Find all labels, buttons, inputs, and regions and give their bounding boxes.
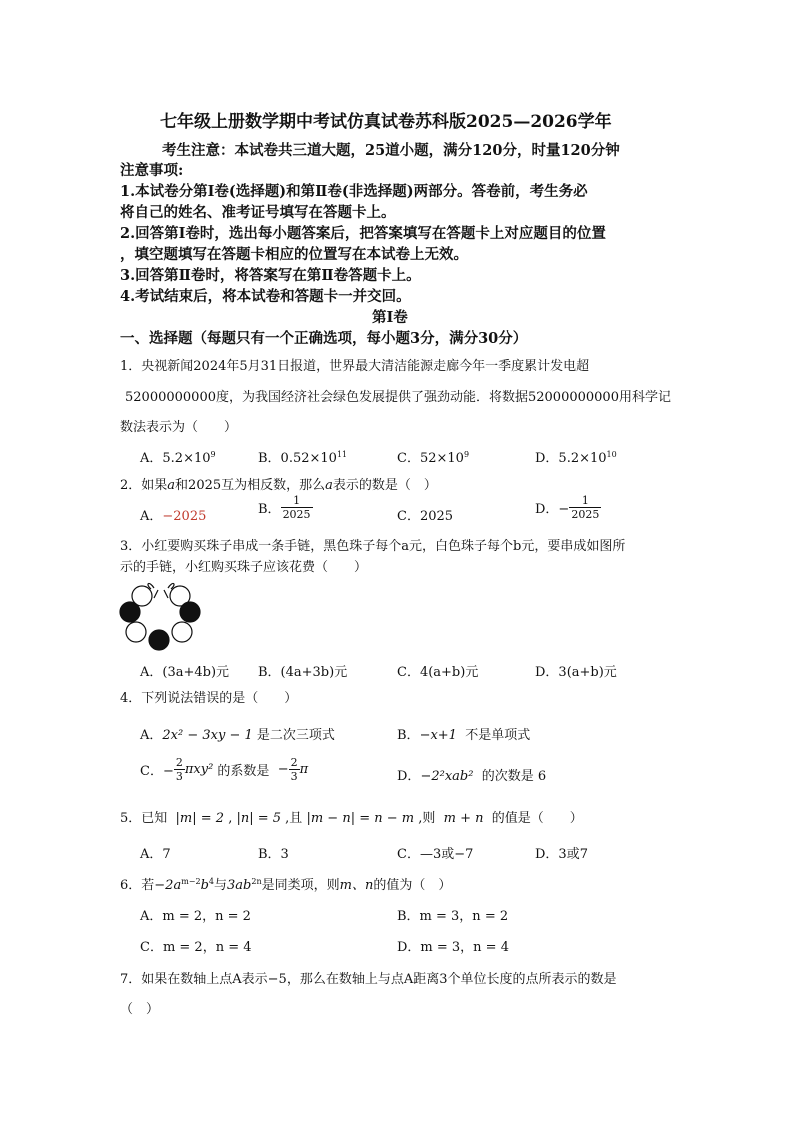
q4-d-expr: −2²xab² (420, 769, 474, 784)
q5-option-b[interactable]: B．3 (258, 847, 289, 862)
q2-option-a[interactable] (140, 505, 206, 524)
q5-end: 的值是（ ） (491, 811, 583, 826)
black-bead (149, 630, 169, 650)
part1-heading: 一、选择题（每题只有一个正确选项，每小题3分，满分30分） (120, 330, 528, 347)
q2-b-label: B． (258, 502, 281, 517)
q4-c-fraction (174, 756, 185, 783)
q4-b-label: B． (397, 728, 420, 743)
q6-term2: 3ab (227, 878, 252, 893)
instruction-4: 4.考试结束后，将本试卷和答题卡一并交回。 (120, 288, 411, 305)
q2-a-label: A． (140, 509, 163, 524)
q2-option-b[interactable] (258, 494, 313, 521)
q1-a-exp: 9 (210, 450, 216, 459)
q6-option-d[interactable]: D．m = 3，n = 4 (397, 940, 509, 955)
q5-option-d[interactable]: D．3或7 (535, 847, 588, 862)
q1-c-exp: 9 (463, 450, 470, 459)
q4-a-expr: 2x² − 3xy − 1 (162, 728, 253, 743)
bracelet-bow-ends (154, 590, 168, 598)
q6-option-c[interactable]: C．m = 2，n = 4 (140, 940, 252, 955)
q6-term2-exp: 2n (251, 877, 262, 886)
q4-c-answer-sign: − (277, 762, 289, 777)
q4-c-ans-den: 3 (290, 770, 298, 783)
q4-c-ans-num: 2 (290, 756, 298, 769)
instruction-1b: 将自己的姓名、准考证号填写在答题卡上。 (120, 204, 396, 221)
q5-stem-a: 5．已知 (120, 811, 168, 826)
q3-line1: 3．小红要购买珠子串成一条手链，黑色珠子每个a元，白色珠子每个b元，要串成如图所 (120, 539, 626, 554)
instructions-heading: 注意事项: (120, 162, 184, 179)
q2-d-den: 2025 (571, 508, 600, 521)
q4-stem: 4．下列说法错误的是（ ） (120, 691, 298, 706)
q6-vars: m、n (339, 878, 374, 893)
q6-term1-exp: m−2 (181, 877, 201, 886)
q4-b-expr: −x+1 (419, 728, 457, 743)
white-bead (126, 622, 146, 642)
instruction-1a: 1.本试卷分第Ⅰ卷(选择题)和第Ⅱ卷(非选择题)两部分。答卷前，考生务必 (120, 183, 588, 200)
q3-option-d[interactable]: D．3(a+b)元 (535, 665, 617, 680)
q2-b-den: 2025 (282, 508, 311, 521)
q3-option-b[interactable]: B．(4a+3b)元 (258, 665, 348, 680)
exam-notice: 考生注意：本试卷共三道大题，25道小题，满分120分，时量120分钟 (162, 142, 620, 159)
exam-title: 七年级上册数学期中考试仿真试卷苏科版2025—2026学年 (160, 112, 612, 132)
q4-c-label: C．− (140, 764, 174, 779)
q2-b-fraction (281, 494, 313, 521)
q4-a-text: 是二次三项式 (256, 728, 335, 743)
q5-option-a[interactable]: A．7 (140, 847, 171, 862)
q2-d-label: D．− (535, 502, 570, 517)
q4-b-text: 不是单项式 (465, 728, 531, 743)
q4-c-num: 2 (175, 756, 183, 769)
q5-then: 则 (422, 811, 436, 826)
q6-mid: 与 (214, 878, 228, 893)
q6-stem (120, 874, 451, 893)
q6-term1-b: b (200, 878, 209, 893)
q2-var-a: a (167, 478, 176, 493)
q2-stem (120, 474, 437, 493)
q4-d-text: 的次数是 6 (481, 769, 547, 784)
q7-line2: （ ） (120, 1002, 160, 1017)
q1-option-b[interactable] (258, 447, 347, 466)
q1-d-exp: 10 (606, 450, 617, 459)
q3-option-c[interactable]: C．4(a+b)元 (397, 665, 479, 680)
q2-b-num: 1 (281, 494, 313, 508)
black-bead (180, 602, 200, 622)
q4-c-text: 的系数是 (217, 764, 270, 779)
q1-d-text: D．5.2×10 (535, 451, 607, 466)
q5-option-c[interactable]: C．—3或−7 (397, 847, 474, 862)
q4-a-label: A． (140, 728, 163, 743)
bracelet-bow (148, 583, 174, 589)
q6-stem-c: 的值为（ ） (373, 878, 452, 893)
q1-c-text: C．52×10 (397, 451, 464, 466)
q2-option-d[interactable] (535, 494, 601, 521)
q1-option-c[interactable] (397, 447, 469, 466)
q1-a-text: A．5.2×10 (140, 451, 211, 466)
q6-stem-b: 是同类项，则 (261, 878, 340, 893)
q1-option-d[interactable] (535, 447, 617, 466)
white-bead (172, 622, 192, 642)
q2-d-fraction (569, 494, 601, 521)
black-bead (120, 602, 140, 622)
q4-d-label: D． (397, 769, 421, 784)
instruction-3: 3.回答第Ⅱ卷时，将答案写在第Ⅱ卷答题卡上。 (120, 267, 421, 284)
q3-option-a[interactable]: A．(3a+4b)元 (140, 665, 230, 680)
q5-stem: 5．已知 |m| = 2 , |n| = 5 ,且 |m − n| = n − m ,则 m + n 的值是（ ） (120, 811, 583, 826)
q2-option-c[interactable]: C．2025 (397, 509, 454, 524)
q4-c-den: 3 (175, 770, 183, 783)
q2-stem-b: 和2025互为相反数，那么 (175, 478, 326, 493)
q1-b-text: B．0.52×10 (258, 451, 337, 466)
q2-a-value: −2025 (162, 509, 207, 524)
q6-term1-b-exp: 4 (208, 877, 215, 886)
q4-option-a[interactable] (140, 724, 335, 743)
q4-option-c[interactable] (140, 756, 308, 783)
q6-option-b[interactable]: B．m = 3，n = 2 (397, 909, 509, 924)
volume-heading: 第Ⅰ卷 (372, 309, 408, 326)
q7-line1: 7．如果在数轴上点A表示−5，那么在数轴上与点A距离3个单位长度的点所表示的数是 (120, 972, 617, 987)
instruction-2b: ，填空题填写在答题卡相应的位置写在本试卷上无效。 (120, 246, 468, 263)
q4-option-b[interactable] (397, 724, 530, 743)
q4-option-d[interactable] (397, 765, 546, 784)
q1-b-exp: 11 (336, 450, 348, 459)
q4-c-expr: πxy² (184, 762, 214, 777)
q2-d-num: 1 (569, 494, 601, 508)
q4-c-answer-fraction (289, 756, 300, 783)
q6-term1: −2a (154, 878, 182, 893)
q5-cond1: |m| = 2 (175, 811, 225, 826)
q5-and: 且 (289, 811, 303, 826)
q1-option-a[interactable] (140, 447, 216, 466)
q1-line1: 1．央视新闻2024年5月31日报道，世界最大清洁能源走廊今年一季度累计发电超 (120, 359, 590, 374)
q1-line2: 52000000000度，为我国经济社会绿色发展提供了强劲动能．将数据52000000000用科学记 (125, 390, 671, 405)
q1-line3: 数法表示为（ ） (120, 420, 238, 435)
q5-cond2: |n| = 5 (236, 811, 282, 826)
q2-stem-c: 表示的数是（ ） (332, 478, 437, 493)
bracelet-figure (118, 578, 204, 654)
instruction-2a: 2.回答第Ⅰ卷时，选出每小题答案后，把答案填写在答题卡上对应题目的位置 (120, 225, 606, 242)
q5-expr: m + n (443, 811, 484, 826)
q6-stem-a: 6．若 (120, 878, 155, 893)
q2-var-a2: a (325, 478, 333, 493)
q5-cond3: |m − n| = n − m (306, 811, 415, 826)
q6-option-a[interactable]: A．m = 2，n = 2 (140, 909, 251, 924)
q4-c-answer-pi: π (299, 762, 309, 777)
q3-line2: 示的手链，小红购买珠子应该花费（ ） (120, 560, 368, 575)
q2-stem-a: 2．如果 (120, 478, 168, 493)
